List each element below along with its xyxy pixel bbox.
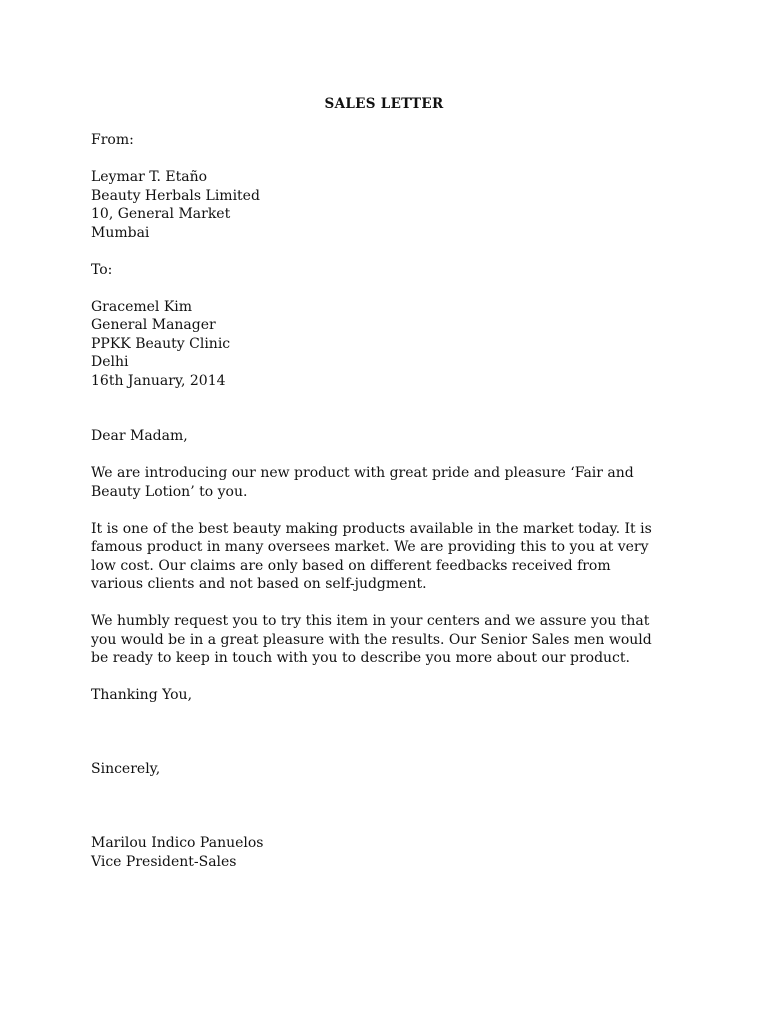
sender-name: Leymar T. Etaño [91,169,208,185]
sender-address-block [91,168,678,242]
recipient-city: Delhi [91,354,129,370]
paragraph-line: you would be in a great pleasure with the results. Our Senior Sales men would [91,631,652,648]
paragraph-line: famous product in many oversees market. We are providing this to you at very [91,539,649,555]
sender-city: Mumbai [91,224,150,241]
salutation: Dear Madam, [91,428,188,444]
letter-title: SALES LETTER [324,96,444,112]
signature-block [91,834,678,871]
body-paragraph-2 [91,520,678,594]
recipient-address-block [91,298,678,391]
closing-line: Thanking You, [91,687,193,703]
sender-company: Beauty Herbals Limited [91,187,260,204]
to-label: To: [91,261,113,278]
body-paragraph-1 [91,464,678,501]
paragraph-line: We humbly request you to try this item in your centers and we assure you that [91,613,650,629]
paragraph-line: Beauty Lotion’ to you. [91,483,248,500]
recipient-company: PPKK Beauty Clinic [91,335,231,352]
signoff: Sincerely, [91,761,161,777]
recipient-title: General Manager [91,317,216,333]
signatory-title: Vice President-Sales [91,853,237,870]
paragraph-line: be ready to keep in touch with you to describe you more about our product. [91,650,630,666]
from-label: From: [91,132,134,148]
sender-address: 10, General Market [91,206,231,222]
letter-body [91,131,678,871]
paragraph-line: It is one of the best beauty making products available in the market today. It is [91,520,652,537]
paragraph-line: various clients and not based on self-judgment. [91,576,427,592]
paragraph-line: low cost. Our claims are only based on different feedbacks received from [91,557,611,574]
signatory-name: Marilou Indico Panuelos [91,835,264,851]
paragraph-line: We are introducing our new product with great pride and pleasure ‘Fair and [91,465,634,481]
letter-date: 16th January, 2014 [91,372,226,389]
recipient-name: Gracemel Kim [91,298,193,315]
body-paragraph-3 [91,612,678,668]
